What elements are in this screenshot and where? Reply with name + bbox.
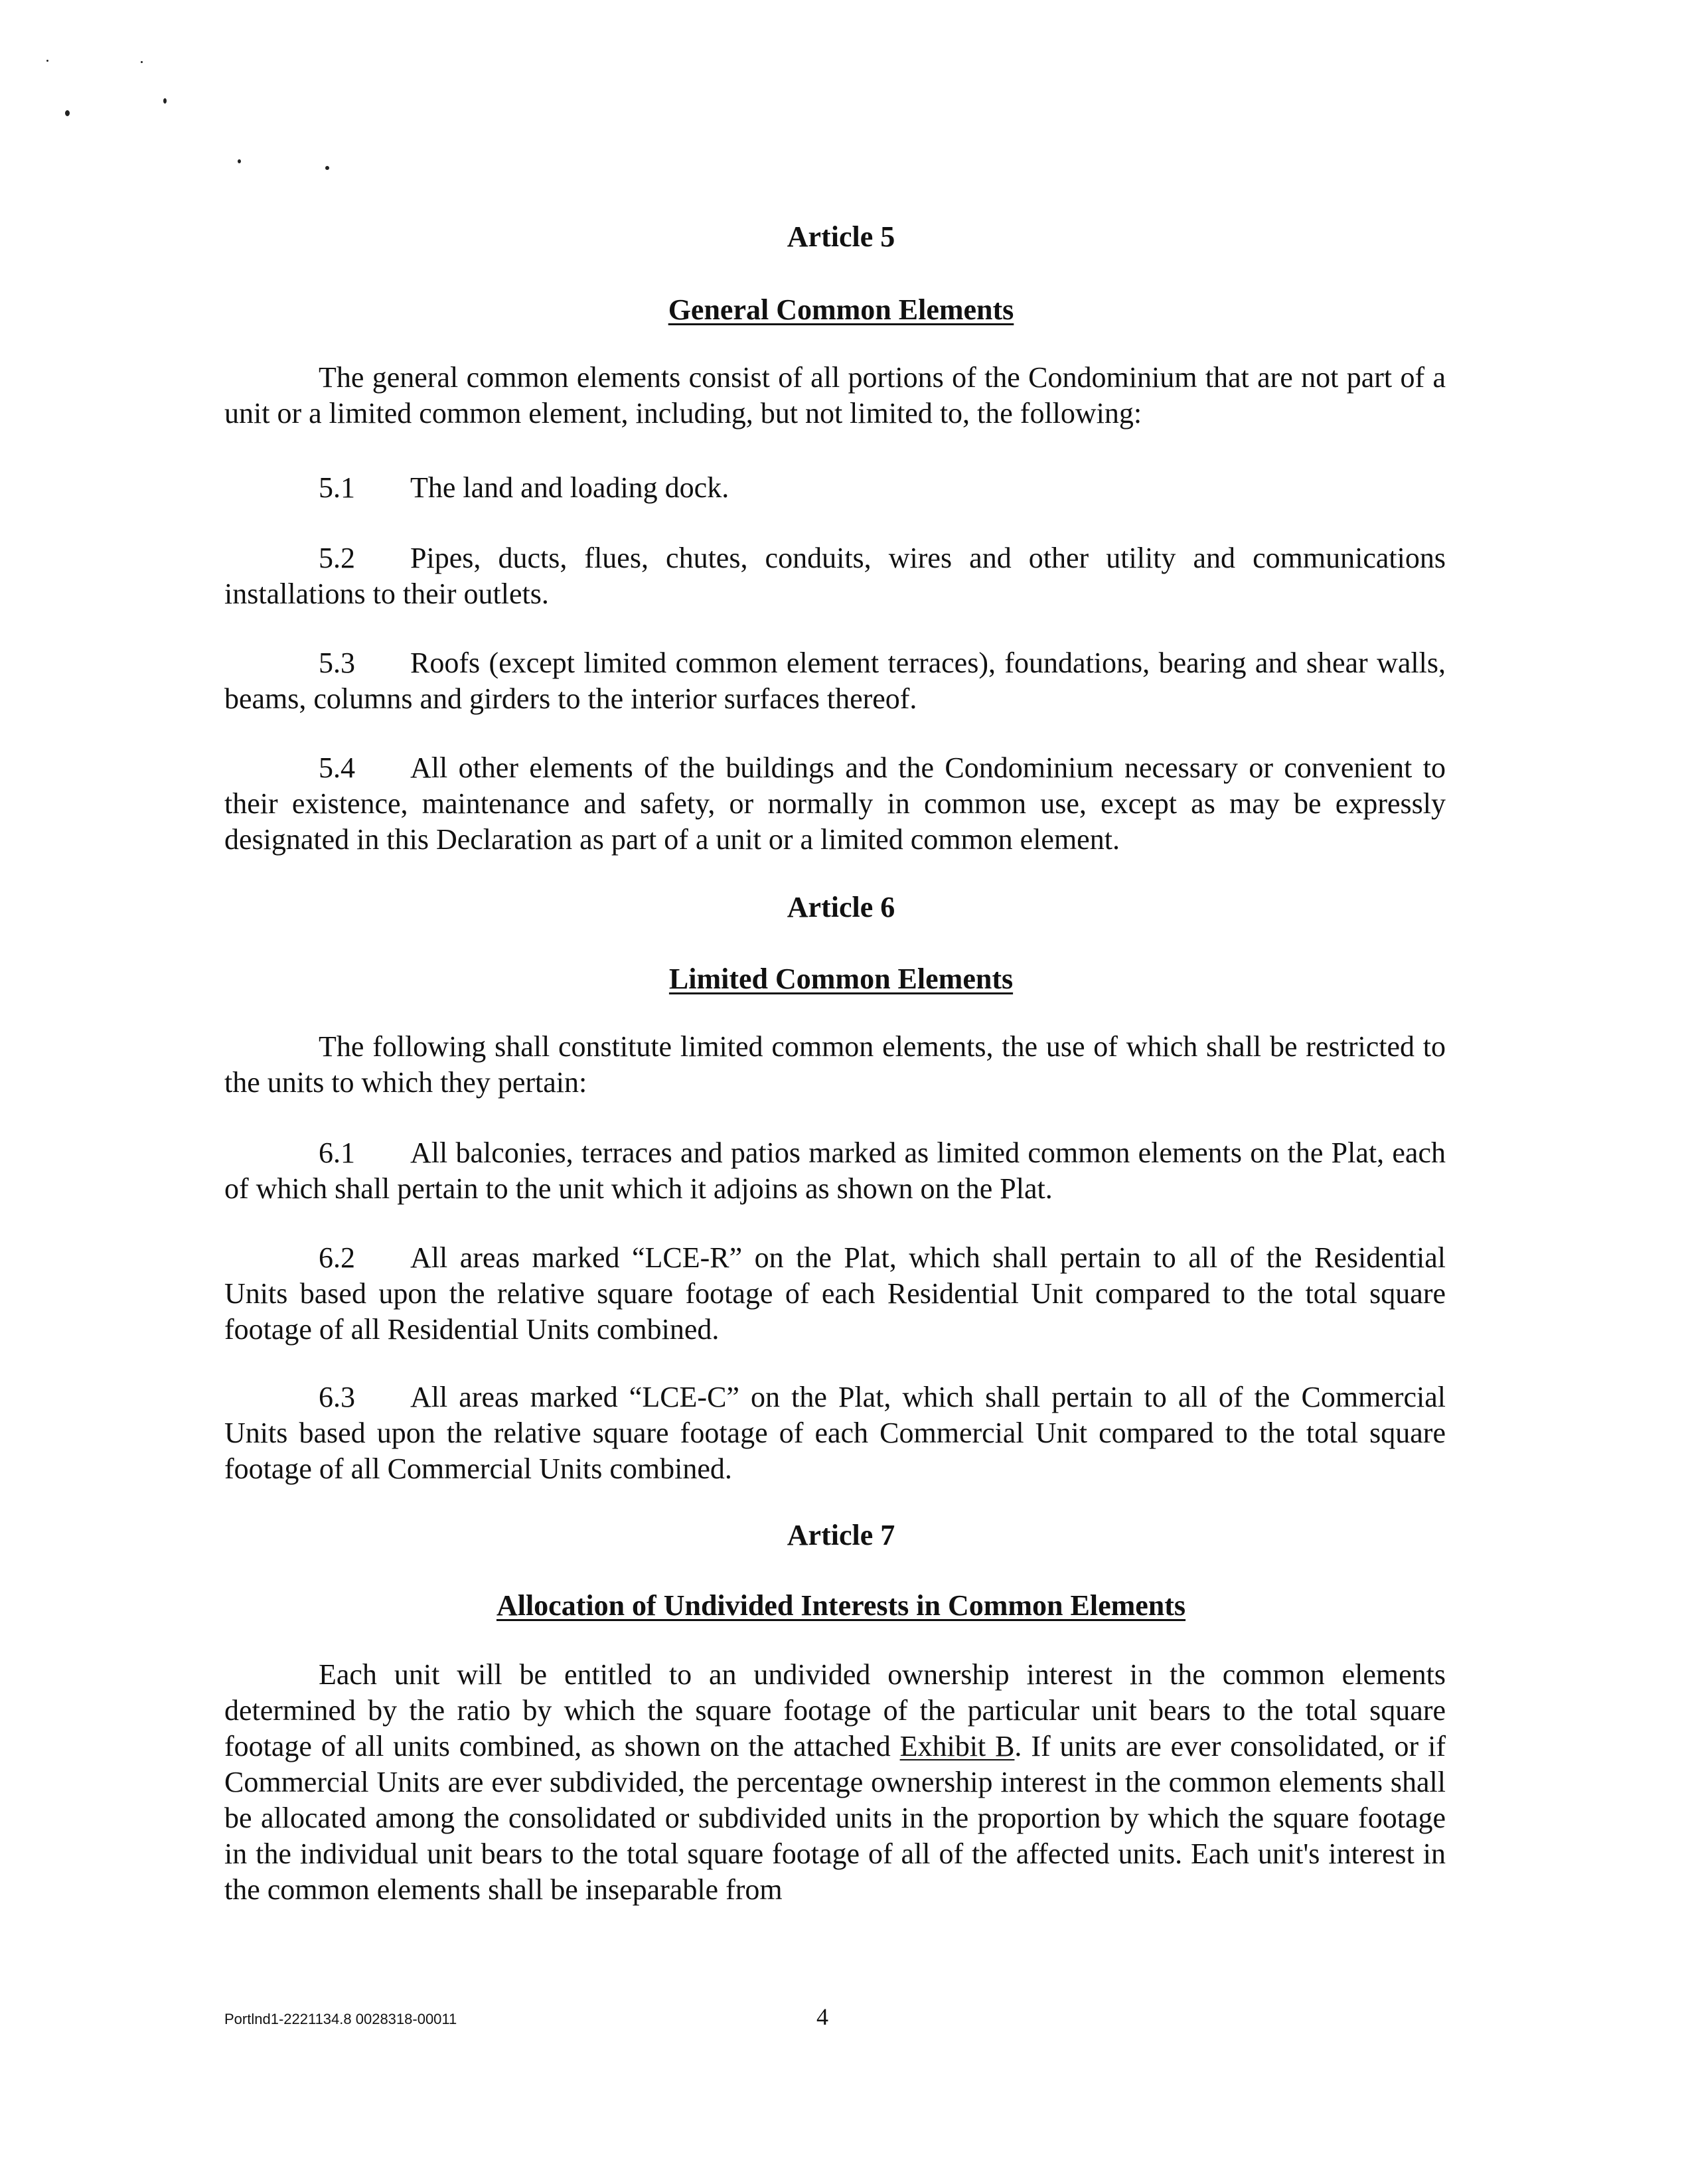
document-id: Portlnd1-2221134.8 0028318-00011 — [224, 2011, 457, 2027]
section-number: 6.2 — [319, 1241, 355, 1274]
section-text: The land and loading dock. — [410, 471, 729, 504]
article-6-heading: Article 6 — [787, 891, 895, 923]
section-6-2 — [224, 1240, 1446, 1348]
section-6-3 — [224, 1379, 1446, 1487]
scan-speck — [46, 60, 48, 62]
section-number: 6.1 — [319, 1136, 355, 1169]
article-5-title: General Common Elements — [668, 293, 1014, 326]
article-7-text-end: . If units are ever consolidated, or if Commercial Units are ever subdivided, the percentage ownership interest in the common elements shall be allocated among the consolidated or subdivided units in the proportion by which the square footage in the individual unit bears to the total square footage of all of the affected units. Each unit's interest in the common elements shall be inseparable from — [224, 1730, 1446, 1906]
article-7-body — [224, 1657, 1446, 1908]
section-number: 5.1 — [319, 471, 355, 504]
section-5-2 — [224, 540, 1446, 612]
exhibit-reference: Exhibit B — [899, 1730, 1015, 1762]
section-number: 5.3 — [319, 647, 355, 679]
section-text: All other elements of the buildings and the Condominium necessary or convenient to their existence, maintenance and safety, or normally in common use, except as may be expressly designated in this Declaration as part of a unit or a limited common element. — [224, 751, 1446, 856]
section-text: Roofs (except limited common element terraces), foundations, bearing and shear walls, beams, columns and girders to the interior surfaces thereof. — [224, 647, 1446, 715]
scan-speck — [325, 166, 329, 170]
section-6-1 — [224, 1135, 1446, 1207]
section-5-1 — [224, 470, 1446, 506]
article-6-title: Limited Common Elements — [668, 963, 1014, 995]
section-text: All areas marked “LCE-R” on the Plat, which shall pertain to all of the Residential Units based upon the relative square footage of each Residential Unit compared to the total square footage of all Residential Units combined. — [224, 1241, 1446, 1346]
section-number: 6.3 — [319, 1381, 355, 1413]
section-text: All areas marked “LCE-C” on the Plat, which shall pertain to all of the Commercial Units based upon the relative square footage of each Commercial Unit compared to the total square footage of all Commercial Units combined. — [224, 1381, 1446, 1485]
section-text: Pipes, ducts, flues, chutes, conduits, wires and other utility and communications installations to their outlets. — [224, 542, 1446, 610]
section-5-4 — [224, 750, 1446, 858]
section-5-3 — [224, 645, 1446, 717]
scan-speck — [141, 61, 143, 63]
article-6-intro: The following shall constitute limited common elements, the use of which shall be restricted to the units to which they pertain: — [224, 1030, 1446, 1099]
article-5-intro: The general common elements consist of all portions of the Condominium that are not part of a unit or a limited common element, including, but not limited to, the following: — [224, 361, 1446, 429]
page-number: 4 — [816, 2003, 828, 2030]
article-7-text-start: Each unit will be entitled to an undivided ownership interest in the common elements determined by the ratio by which the square footage of the particular unit bears to the total square footage of all units combined, as shown on the attached — [224, 1658, 1446, 1762]
scan-speck — [65, 110, 70, 116]
scan-speck — [163, 98, 167, 104]
section-number: 5.4 — [319, 751, 355, 784]
section-text: All balconies, terraces and patios marked as limited common elements on the Plat, each of which shall pertain to the unit which it adjoins as shown on the Plat. — [224, 1136, 1446, 1205]
article-7-title: Allocation of Undivided Interests in Common Elements — [496, 1589, 1186, 1622]
section-number: 5.2 — [319, 542, 355, 574]
scan-speck — [238, 159, 241, 163]
article-5-heading: Article 5 — [787, 220, 895, 253]
article-7-heading: Article 7 — [787, 1519, 895, 1551]
